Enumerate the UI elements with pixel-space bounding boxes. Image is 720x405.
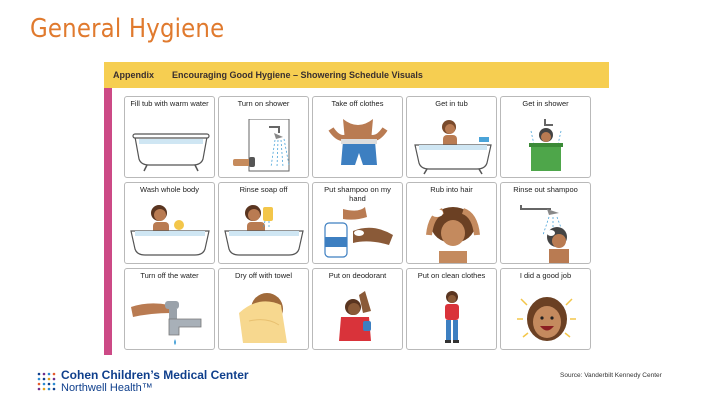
step-caption: Get in tub [435, 99, 468, 108]
step-card [406, 182, 497, 264]
step-caption: Put on deodorant [328, 271, 387, 280]
step-caption: Rinse out shampoo [513, 185, 578, 194]
step-card [406, 96, 497, 178]
step-card [218, 182, 309, 264]
deodorant-icon [313, 291, 403, 349]
step-caption: Take off clothes [331, 99, 384, 108]
towel-icon [219, 291, 309, 349]
slide-title: General Hygiene [30, 14, 225, 44]
step-caption: Fill tub with warm water [130, 99, 209, 108]
step-caption: Get in shower [522, 99, 569, 108]
step-caption: Turn on shower [237, 99, 290, 108]
child-in-tub-icon [407, 119, 497, 177]
step-card [124, 96, 215, 178]
appendix-panel [104, 62, 609, 355]
step-card [218, 96, 309, 178]
logo-network: Northwell Health™ [61, 382, 153, 394]
undressing-icon [313, 119, 403, 177]
step-card [406, 268, 497, 350]
source-credit: Source: Vanderbilt Kennedy Center [560, 372, 662, 379]
smiling-face-icon [501, 291, 591, 349]
step-card [500, 268, 591, 350]
step-caption: Rub into hair [430, 185, 473, 194]
step-card [312, 268, 403, 350]
step-card [312, 96, 403, 178]
step-card [218, 268, 309, 350]
step-card [124, 182, 215, 264]
clean-clothes-icon [407, 291, 497, 349]
appendix-label: Appendix [113, 70, 155, 80]
step-caption: Put on clean clothes [417, 271, 486, 280]
rinse-shampoo-icon [501, 205, 591, 263]
accent-bar [104, 62, 112, 355]
hospital-logo [36, 369, 249, 394]
step-caption: Wash whole body [140, 185, 199, 194]
shower-faucet-icon [219, 119, 309, 177]
step-card [124, 268, 215, 350]
child-in-shower-icon [501, 119, 591, 177]
washing-body-icon [125, 205, 215, 263]
step-card [312, 182, 403, 264]
appendix-header [104, 62, 609, 88]
step-caption: Dry off with towel [235, 271, 292, 280]
faucet-off-icon [125, 291, 215, 349]
step-card [500, 96, 591, 178]
logo-dots-icon [36, 371, 58, 393]
step-caption: I did a good job [519, 271, 572, 280]
rinsing-icon [219, 205, 309, 263]
step-card [500, 182, 591, 264]
schedule-grid [124, 96, 591, 350]
shampoo-bottle-icon [313, 205, 403, 263]
step-caption: Put shampoo on my hand [324, 185, 391, 203]
step-caption: Turn off the water [140, 271, 199, 280]
bathtub-icon [125, 119, 215, 177]
logo-name: Cohen Children’s Medical Center [61, 368, 249, 382]
appendix-title: Encouraging Good Hygiene – Showering Schedule Visuals [172, 70, 423, 80]
rubbing-hair-icon [407, 205, 497, 263]
step-caption: Rinse soap off [239, 185, 288, 194]
